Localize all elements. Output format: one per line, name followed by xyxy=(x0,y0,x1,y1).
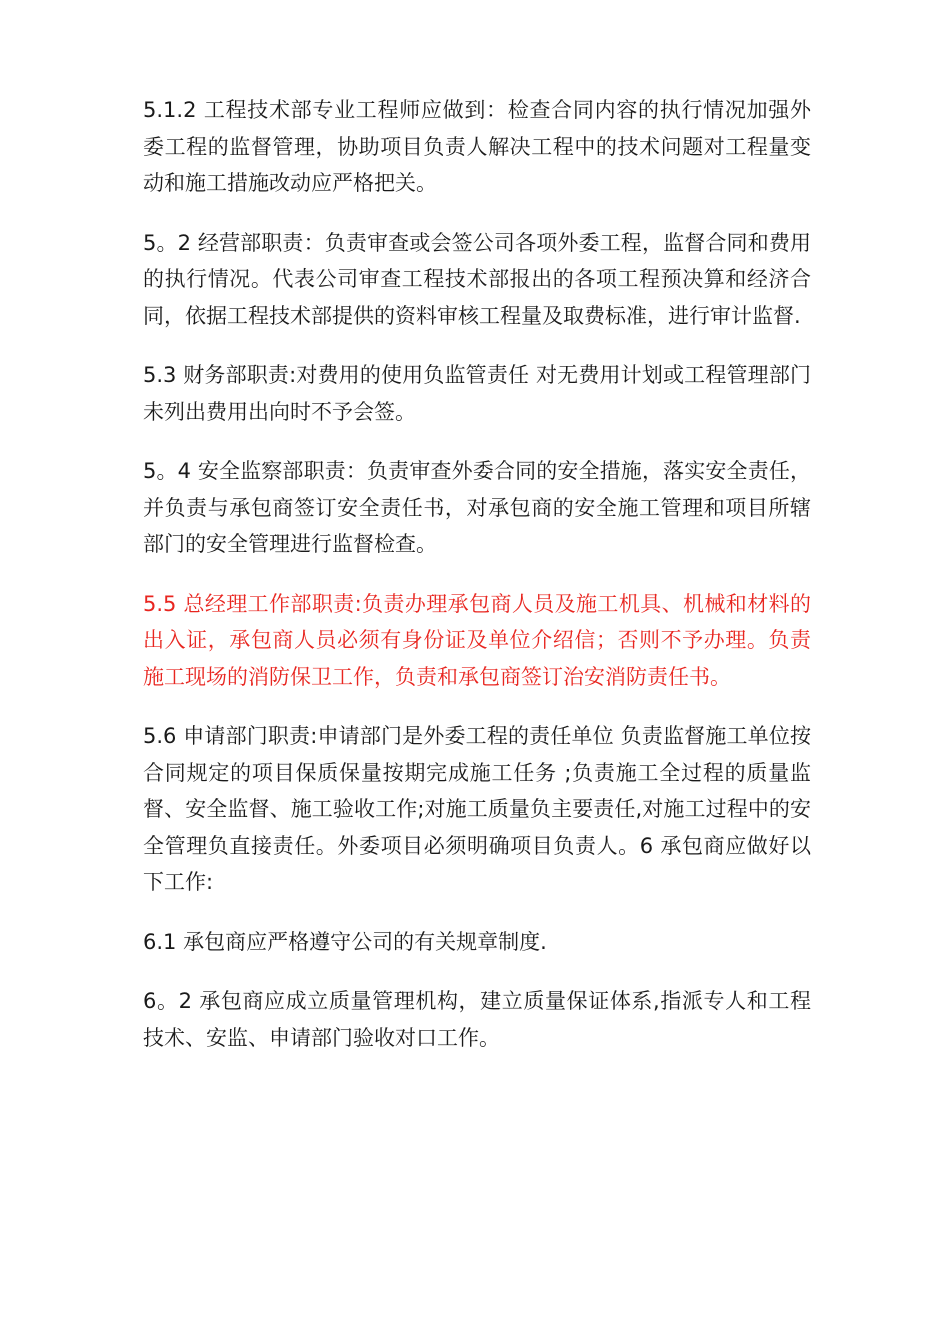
document-body xyxy=(143,92,811,1079)
paragraph-5-1-2: 5.1.2 工程技术部专业工程师应做到：检查合同内容的执行情况加强外委工程的监督管理，协助项目负责人解决工程中的技术问题对工程量变动和施工措施改动应严格把关。 xyxy=(143,98,811,195)
paragraph-6-2: 6。2 承包商应成立质量管理机构，建立质量保证体系,指派专人和工程技术、安监、申请部门验收对口工作。 xyxy=(143,989,811,1050)
paragraph-6-1: 6.1 承包商应严格遵守公司的有关规章制度. xyxy=(143,929,547,954)
paragraph-5-2: 5。2 经营部职责：负责审查或会签公司各项外委工程，监督合同和费用的执行情况。代表公司审查工程技术部报出的各项工程预决算和经济合同，依据工程技术部提供的资料审核工程量及取费标准，进行审计监督. xyxy=(143,230,811,328)
paragraph-5-6: 5.6 申请部门职责:申请部门是外委工程的责任单位 负责监督施工单位按合同规定的项目保质保量按期完成施工任务 ;负责施工全过程的质量监督、安全监督、施工验收工作;对施工质量负主要责任,对施工过程中的安全管理负直接责任。外委项目必须明确项目负责人。6 承包商应做好以下工作: xyxy=(143,724,811,894)
paragraph-5-5-highlighted: 5.5 总经理工作部职责:负责办理承包商人员及施工机具、机械和材料的出入证，承包商人员必须有身份证及单位介绍信；否则不予办理。负责施工现场的消防保卫工作，负责和承包商签订治安消防责任书。 xyxy=(143,591,811,689)
paragraph-5-3: 5.3 财务部职责:对费用的使用负监管责任 对无费用计划或工程管理部门未列出费用出向时不予会签。 xyxy=(143,363,811,424)
paragraph-5-4: 5。4 安全监察部职责：负责审查外委合同的安全措施，落实安全责任，并负责与承包商签订安全责任书，对承包商的安全施工管理和项目所辖部门的安全管理进行监督检查。 xyxy=(143,459,811,556)
